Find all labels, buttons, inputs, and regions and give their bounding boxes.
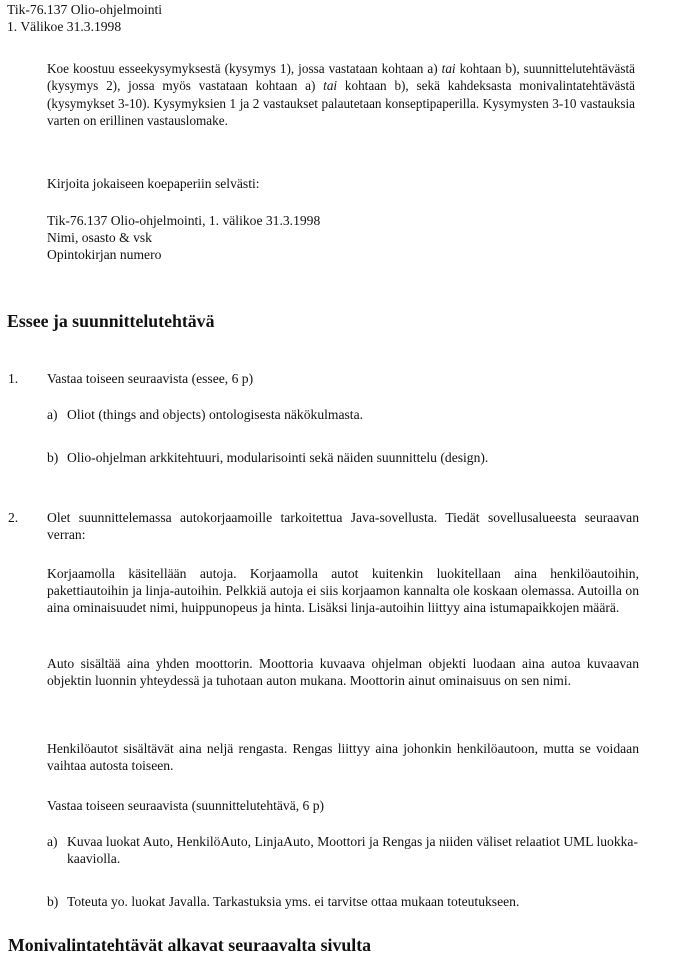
instructions-line-student-number: Opintokirjan numero	[47, 247, 162, 262]
question-1-option-b	[47, 449, 638, 467]
question-2-number: 2.	[8, 510, 19, 525]
question-2-option-a	[47, 833, 638, 869]
intro-text-1: Koe koostuu esseekysymyksestä (kysymys 1), jossa vastataan kohtaan a)	[47, 61, 442, 76]
question-2-domain-paragraph-3: Henkilöautot sisältävät aina neljä rengasta. Rengas liittyy aina johonkin henkilöautoon, mutta se voidaan vaihtaa autosta toiseen.	[47, 741, 639, 774]
question-2-domain-paragraph-1: Korjaamolla käsitellään autoja. Korjaamolla autot kuitenkin luokitellaan aina henkilöautoihin, pakettiautoihin ja linja-autoihin. Pelkkiä autoja ei siis korjaamon kannalta ole koskaan olemassa. Autoilla on aina ominaisuudet nimi, huippunopeus ja hinta. Lisäksi linja-autoihin liittyy aina istumapaikkojen määrä.	[47, 566, 639, 616]
question-2-prompt: Olet suunnittelemassa autokorjaamoille tarkoitettua Java-sovellusta. Tiedät sovellusalueesta seuraavan verran:	[47, 510, 639, 543]
question-2-choose: Vastaa toiseen seuraavista (suunnittelutehtävä, 6 p)	[47, 798, 325, 813]
option-text: Oliot (things and objects) ontologisesta näkökulmasta.	[67, 407, 363, 422]
question-2-domain-paragraph-2: Auto sisältää aina yhden moottorin. Moottoria kuvaava ohjelman objekti luodaan aina autoa kuvaavan objektin luonnin yhteydessä ja tuhotaan auton mukana. Moottorin ainut ominaisuus on sen nimi.	[47, 656, 639, 689]
intro-text-2: kohtaan b), suunnittelutehtävästä (kysymys 2), jossa myös vastataan kohtaan a)	[47, 61, 635, 94]
instructions-line-course: Tik-76.137 Olio-ohjelmointi, 1. välikoe 31.3.1998	[47, 213, 321, 228]
question-1-prompt: Vastaa toiseen seuraavista (essee, 6 p)	[47, 371, 254, 386]
question-2-option-b	[47, 893, 638, 911]
footer-notice: Monivalintatehtävät alkavat seuraavalta sivulta	[8, 935, 372, 955]
option-text: Toteuta yo. luokat Javalla. Tarkastuksia yms. ei tarvitse ottaa mukaan toteutukseen.	[67, 894, 520, 909]
intro-text-3: kohtaan b), sekä kahdeksasta monivalintatehtävästä (kysymykset 3-10). Kysymyksien 1 ja 2 vastaukset palautetaan konseptipaperilla. Kysymysten 3-10 vastauksia varten on erillinen vastauslomake.	[47, 78, 635, 129]
intro-or-2: tai	[323, 78, 338, 94]
exam-date: 1. Välikoe 31.3.1998	[7, 19, 122, 34]
intro-paragraph	[47, 60, 635, 130]
question-1-number: 1.	[8, 371, 19, 386]
option-text: Kuvaa luokat Auto, HenkilöAuto, LinjaAuto, Moottori ja Rengas ja niiden väliset relaatiot UML luokka-kaaviolla.	[67, 834, 638, 867]
section-title-essay: Essee ja suunnittelutehtävä	[7, 311, 215, 331]
option-label: a)	[47, 407, 58, 422]
course-code: Tik-76.137 Olio-ohjelmointi	[7, 2, 163, 17]
intro-or-1: tai	[441, 61, 456, 76]
option-label: a)	[47, 834, 58, 849]
option-label: b)	[47, 894, 59, 909]
question-1-option-a	[47, 406, 638, 424]
instructions-lead: Kirjoita jokaiseen koepaperiin selvästi:	[47, 176, 260, 191]
option-label: b)	[47, 450, 59, 465]
instructions-line-name: Nimi, osasto & vsk	[47, 230, 152, 245]
option-text: Olio-ohjelman arkkitehtuuri, modularisointi sekä näiden suunnittelu (design).	[67, 450, 489, 465]
